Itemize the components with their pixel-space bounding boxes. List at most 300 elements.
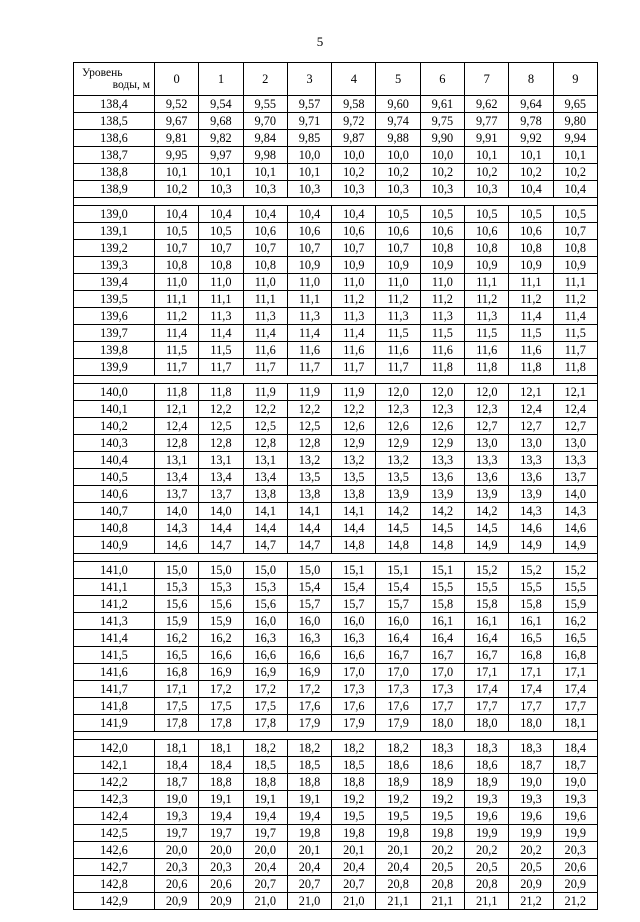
value-cell: 19,4: [243, 808, 287, 825]
value-cell: 18,8: [243, 774, 287, 791]
column-header: 1: [199, 63, 243, 96]
value-cell: 12,0: [465, 384, 509, 401]
water-level-cell: 139,6: [74, 308, 155, 325]
value-cell: 20,2: [420, 842, 464, 859]
table-row: [74, 469, 598, 486]
value-cell: 18,3: [465, 740, 509, 757]
table-row: [74, 825, 598, 842]
separator-cell: [553, 198, 597, 206]
value-cell: 16,3: [287, 630, 331, 647]
value-cell: 15,8: [509, 596, 553, 613]
page-number: 5: [316, 34, 324, 49]
value-cell: 12,9: [332, 435, 376, 452]
value-cell: 10,1: [509, 147, 553, 164]
table-row: [74, 647, 598, 664]
value-cell: 18,0: [420, 715, 464, 732]
table-row: [74, 537, 598, 554]
value-cell: 13,3: [509, 452, 553, 469]
value-cell: 17,2: [199, 681, 243, 698]
value-cell: 20,9: [553, 876, 597, 893]
value-cell: 12,2: [199, 401, 243, 418]
value-cell: 17,7: [553, 698, 597, 715]
value-cell: 9,55: [243, 96, 287, 113]
value-cell: 17,7: [420, 698, 464, 715]
value-cell: 14,1: [332, 503, 376, 520]
value-cell: 9,78: [509, 113, 553, 130]
value-cell: 15,0: [287, 562, 331, 579]
table-row: [74, 579, 598, 596]
value-cell: 15,8: [420, 596, 464, 613]
value-cell: 15,9: [553, 596, 597, 613]
table-row: [74, 113, 598, 130]
water-level-cell: 138,7: [74, 147, 155, 164]
column-header: 7: [465, 63, 509, 96]
water-level-cell: 142,5: [74, 825, 155, 842]
value-cell: 10,7: [199, 240, 243, 257]
water-level-cell: 142,3: [74, 791, 155, 808]
value-cell: 9,52: [155, 96, 199, 113]
value-cell: 13,6: [509, 469, 553, 486]
group-separator: [74, 554, 598, 562]
value-cell: 17,1: [553, 664, 597, 681]
table-row: [74, 435, 598, 452]
value-cell: 20,1: [287, 842, 331, 859]
water-level-cell: 138,9: [74, 181, 155, 198]
separator-cell: [332, 732, 376, 740]
value-cell: 9,77: [465, 113, 509, 130]
value-cell: 16,8: [553, 647, 597, 664]
value-cell: 10,6: [509, 223, 553, 240]
water-level-cell: 139,2: [74, 240, 155, 257]
value-cell: 12,6: [332, 418, 376, 435]
value-cell: 10,4: [199, 206, 243, 223]
value-cell: 9,82: [199, 130, 243, 147]
value-cell: 11,7: [332, 359, 376, 376]
separator-cell: [509, 732, 553, 740]
value-cell: 14,6: [553, 520, 597, 537]
value-cell: 9,85: [287, 130, 331, 147]
value-cell: 14,7: [199, 537, 243, 554]
value-cell: 12,2: [287, 401, 331, 418]
value-cell: 17,1: [509, 664, 553, 681]
value-cell: 13,7: [199, 486, 243, 503]
value-cell: 13,5: [332, 469, 376, 486]
value-cell: 10,9: [509, 257, 553, 274]
table-row: [74, 664, 598, 681]
table-row: [74, 791, 598, 808]
water-level-cell: 140,6: [74, 486, 155, 503]
value-cell: 10,3: [243, 181, 287, 198]
value-cell: 17,2: [287, 681, 331, 698]
value-cell: 12,4: [509, 401, 553, 418]
value-cell: 15,9: [199, 613, 243, 630]
water-level-cell: 141,8: [74, 698, 155, 715]
column-header: 8: [509, 63, 553, 96]
value-cell: 10,2: [509, 164, 553, 181]
separator-cell: [376, 554, 420, 562]
value-cell: 12,7: [509, 418, 553, 435]
value-cell: 10,6: [376, 223, 420, 240]
column-header: 9: [553, 63, 597, 96]
table-row: [74, 342, 598, 359]
value-cell: 11,4: [199, 325, 243, 342]
value-cell: 12,4: [553, 401, 597, 418]
value-cell: 15,1: [376, 562, 420, 579]
separator-cell: [199, 198, 243, 206]
water-level-cell: 138,6: [74, 130, 155, 147]
separator-cell: [199, 732, 243, 740]
value-cell: 18,2: [332, 740, 376, 757]
water-level-cell: 141,0: [74, 562, 155, 579]
value-cell: 12,2: [243, 401, 287, 418]
value-cell: 17,4: [509, 681, 553, 698]
value-cell: 14,5: [376, 520, 420, 537]
value-cell: 10,2: [420, 164, 464, 181]
water-level-cell: 139,5: [74, 291, 155, 308]
value-cell: 15,2: [465, 562, 509, 579]
value-cell: 11,6: [376, 342, 420, 359]
value-cell: 11,3: [332, 308, 376, 325]
separator-cell: [376, 198, 420, 206]
value-cell: 10,4: [243, 206, 287, 223]
value-cell: 10,2: [553, 164, 597, 181]
value-cell: 16,0: [287, 613, 331, 630]
level-column-header: [74, 63, 155, 96]
table-row: [74, 520, 598, 537]
water-level-cell: 139,7: [74, 325, 155, 342]
value-cell: 15,3: [199, 579, 243, 596]
table-row: [74, 164, 598, 181]
value-cell: 11,5: [509, 325, 553, 342]
value-cell: 11,6: [332, 342, 376, 359]
value-cell: 15,3: [243, 579, 287, 596]
separator-cell: [287, 732, 331, 740]
value-cell: 13,4: [155, 469, 199, 486]
value-cell: 20,6: [199, 876, 243, 893]
value-cell: 17,3: [376, 681, 420, 698]
value-cell: 13,3: [553, 452, 597, 469]
value-cell: 9,58: [332, 96, 376, 113]
value-cell: 10,6: [287, 223, 331, 240]
value-cell: 15,0: [199, 562, 243, 579]
table-row: [74, 384, 598, 401]
value-cell: 10,4: [332, 206, 376, 223]
value-cell: 16,2: [199, 630, 243, 647]
value-cell: 16,9: [287, 664, 331, 681]
column-header: 4: [332, 63, 376, 96]
value-cell: 17,0: [420, 664, 464, 681]
value-cell: 19,7: [155, 825, 199, 842]
value-cell: 18,9: [465, 774, 509, 791]
value-cell: 11,4: [332, 325, 376, 342]
table-row: [74, 418, 598, 435]
value-cell: 9,62: [465, 96, 509, 113]
value-cell: 20,9: [509, 876, 553, 893]
value-cell: 10,8: [243, 257, 287, 274]
value-cell: 11,9: [243, 384, 287, 401]
table-row: [74, 613, 598, 630]
table-row: [74, 291, 598, 308]
value-cell: 16,7: [376, 647, 420, 664]
separator-cell: [199, 554, 243, 562]
value-cell: 19,6: [465, 808, 509, 825]
water-level-table: [73, 62, 598, 910]
value-cell: 10,9: [287, 257, 331, 274]
value-cell: 11,1: [509, 274, 553, 291]
water-level-cell: 140,8: [74, 520, 155, 537]
value-cell: 19,8: [376, 825, 420, 842]
separator-cell: [420, 554, 464, 562]
value-cell: 20,0: [155, 842, 199, 859]
value-cell: 15,5: [420, 579, 464, 596]
value-cell: 20,9: [199, 893, 243, 910]
value-cell: 21,0: [287, 893, 331, 910]
value-cell: 20,2: [509, 842, 553, 859]
value-cell: 9,87: [332, 130, 376, 147]
value-cell: 12,9: [376, 435, 420, 452]
value-cell: 18,9: [376, 774, 420, 791]
value-cell: 19,7: [199, 825, 243, 842]
value-cell: 19,9: [509, 825, 553, 842]
value-cell: 20,4: [243, 859, 287, 876]
water-level-cell: 142,6: [74, 842, 155, 859]
water-level-cell: 142,0: [74, 740, 155, 757]
value-cell: 10,6: [420, 223, 464, 240]
table-row: [74, 859, 598, 876]
value-cell: 18,4: [553, 740, 597, 757]
separator-cell: [332, 198, 376, 206]
value-cell: 11,1: [287, 291, 331, 308]
value-cell: 12,5: [199, 418, 243, 435]
value-cell: 15,0: [155, 562, 199, 579]
value-cell: 13,1: [199, 452, 243, 469]
value-cell: 17,8: [243, 715, 287, 732]
value-cell: 16,3: [332, 630, 376, 647]
value-cell: 15,2: [509, 562, 553, 579]
value-cell: 11,2: [553, 291, 597, 308]
separator-cell: [465, 732, 509, 740]
value-cell: 18,8: [332, 774, 376, 791]
value-cell: 9,84: [243, 130, 287, 147]
value-cell: 14,3: [155, 520, 199, 537]
group-separator: [74, 376, 598, 384]
value-cell: 16,3: [243, 630, 287, 647]
value-cell: 20,4: [287, 859, 331, 876]
separator-cell: [420, 376, 464, 384]
value-cell: 13,0: [509, 435, 553, 452]
value-cell: 14,2: [376, 503, 420, 520]
value-cell: 15,4: [332, 579, 376, 596]
value-cell: 15,1: [420, 562, 464, 579]
value-cell: 16,7: [420, 647, 464, 664]
value-cell: 20,4: [332, 859, 376, 876]
value-cell: 11,3: [465, 308, 509, 325]
value-cell: 9,71: [287, 113, 331, 130]
value-cell: 11,5: [553, 325, 597, 342]
water-level-cell: 141,1: [74, 579, 155, 596]
value-cell: 14,8: [332, 537, 376, 554]
table-row: [74, 808, 598, 825]
value-cell: 19,6: [509, 808, 553, 825]
value-cell: 10,3: [376, 181, 420, 198]
value-cell: 11,8: [155, 384, 199, 401]
value-cell: 16,9: [199, 664, 243, 681]
separator-cell: [155, 376, 199, 384]
table-row: [74, 181, 598, 198]
value-cell: 12,6: [420, 418, 464, 435]
value-cell: 19,3: [155, 808, 199, 825]
value-cell: 17,0: [332, 664, 376, 681]
value-cell: 11,7: [553, 342, 597, 359]
value-cell: 16,4: [376, 630, 420, 647]
table-row: [74, 359, 598, 376]
value-cell: 21,0: [332, 893, 376, 910]
value-cell: 15,3: [155, 579, 199, 596]
table-row: [74, 596, 598, 613]
separator-cell: [243, 376, 287, 384]
value-cell: 10,1: [287, 164, 331, 181]
value-cell: 10,5: [420, 206, 464, 223]
value-cell: 10,3: [465, 181, 509, 198]
value-cell: 16,6: [243, 647, 287, 664]
value-cell: 11,5: [155, 342, 199, 359]
value-cell: 19,8: [420, 825, 464, 842]
value-cell: 14,0: [553, 486, 597, 503]
value-cell: 15,9: [155, 613, 199, 630]
value-cell: 20,3: [199, 859, 243, 876]
water-level-cell: 140,1: [74, 401, 155, 418]
value-cell: 15,1: [332, 562, 376, 579]
value-cell: 17,0: [376, 664, 420, 681]
value-cell: 9,61: [420, 96, 464, 113]
value-cell: 18,7: [509, 757, 553, 774]
value-cell: 13,5: [287, 469, 331, 486]
value-cell: 16,9: [243, 664, 287, 681]
separator-cell: [74, 198, 155, 206]
value-cell: 19,8: [287, 825, 331, 842]
value-cell: 11,1: [465, 274, 509, 291]
value-cell: 11,4: [155, 325, 199, 342]
value-cell: 17,5: [243, 698, 287, 715]
value-cell: 20,1: [376, 842, 420, 859]
value-cell: 18,6: [376, 757, 420, 774]
column-header: 2: [243, 63, 287, 96]
water-level-cell: 142,8: [74, 876, 155, 893]
value-cell: 16,5: [553, 630, 597, 647]
value-cell: 20,0: [199, 842, 243, 859]
value-cell: 14,2: [420, 503, 464, 520]
value-cell: 18,0: [465, 715, 509, 732]
separator-cell: [287, 376, 331, 384]
water-level-cell: 141,7: [74, 681, 155, 698]
value-cell: 18,8: [199, 774, 243, 791]
table-row: [74, 681, 598, 698]
value-cell: 10,0: [420, 147, 464, 164]
value-cell: 19,6: [553, 808, 597, 825]
value-cell: 14,0: [155, 503, 199, 520]
value-cell: 12,0: [420, 384, 464, 401]
separator-cell: [509, 554, 553, 562]
table-row: [74, 774, 598, 791]
separator-cell: [155, 732, 199, 740]
value-cell: 19,2: [376, 791, 420, 808]
value-cell: 13,7: [155, 486, 199, 503]
value-cell: 13,6: [465, 469, 509, 486]
table-row: [74, 842, 598, 859]
value-cell: 11,1: [553, 274, 597, 291]
value-cell: 14,9: [465, 537, 509, 554]
value-cell: 20,6: [155, 876, 199, 893]
value-cell: 20,5: [465, 859, 509, 876]
separator-cell: [376, 732, 420, 740]
water-level-cell: 142,1: [74, 757, 155, 774]
value-cell: 10,4: [287, 206, 331, 223]
column-header: 6: [420, 63, 464, 96]
value-cell: 18,5: [332, 757, 376, 774]
value-cell: 12,4: [155, 418, 199, 435]
column-header: 0: [155, 63, 199, 96]
table-body: [74, 96, 598, 910]
value-cell: 20,5: [509, 859, 553, 876]
value-cell: 13,3: [420, 452, 464, 469]
separator-cell: [243, 554, 287, 562]
water-level-cell: 142,7: [74, 859, 155, 876]
table-row: [74, 876, 598, 893]
value-cell: 9,80: [553, 113, 597, 130]
water-level-cell: 139,0: [74, 206, 155, 223]
value-cell: 19,1: [199, 791, 243, 808]
water-level-cell: 138,5: [74, 113, 155, 130]
value-cell: 13,0: [465, 435, 509, 452]
value-cell: 13,2: [332, 452, 376, 469]
value-cell: 13,8: [287, 486, 331, 503]
value-cell: 14,5: [420, 520, 464, 537]
value-cell: 18,0: [509, 715, 553, 732]
value-cell: 9,65: [553, 96, 597, 113]
value-cell: 16,1: [420, 613, 464, 630]
value-cell: 12,1: [509, 384, 553, 401]
value-cell: 16,5: [509, 630, 553, 647]
value-cell: 10,7: [332, 240, 376, 257]
value-cell: 17,8: [155, 715, 199, 732]
separator-cell: [553, 376, 597, 384]
value-cell: 15,5: [553, 579, 597, 596]
value-cell: 10,1: [465, 147, 509, 164]
value-cell: 11,9: [332, 384, 376, 401]
value-cell: 9,64: [509, 96, 553, 113]
water-level-cell: 140,7: [74, 503, 155, 520]
value-cell: 10,9: [465, 257, 509, 274]
value-cell: 15,7: [287, 596, 331, 613]
water-level-cell: 139,4: [74, 274, 155, 291]
value-cell: 14,9: [509, 537, 553, 554]
value-cell: 11,9: [287, 384, 331, 401]
value-cell: 12,8: [243, 435, 287, 452]
separator-cell: [243, 732, 287, 740]
value-cell: 10,7: [553, 223, 597, 240]
separator-cell: [509, 198, 553, 206]
value-cell: 10,2: [376, 164, 420, 181]
value-cell: 12,9: [420, 435, 464, 452]
value-cell: 10,7: [287, 240, 331, 257]
value-cell: 11,1: [243, 291, 287, 308]
value-cell: 14,3: [553, 503, 597, 520]
value-cell: 16,7: [465, 647, 509, 664]
value-cell: 10,5: [553, 206, 597, 223]
water-level-cell: 140,0: [74, 384, 155, 401]
value-cell: 11,7: [199, 359, 243, 376]
value-cell: 16,6: [287, 647, 331, 664]
